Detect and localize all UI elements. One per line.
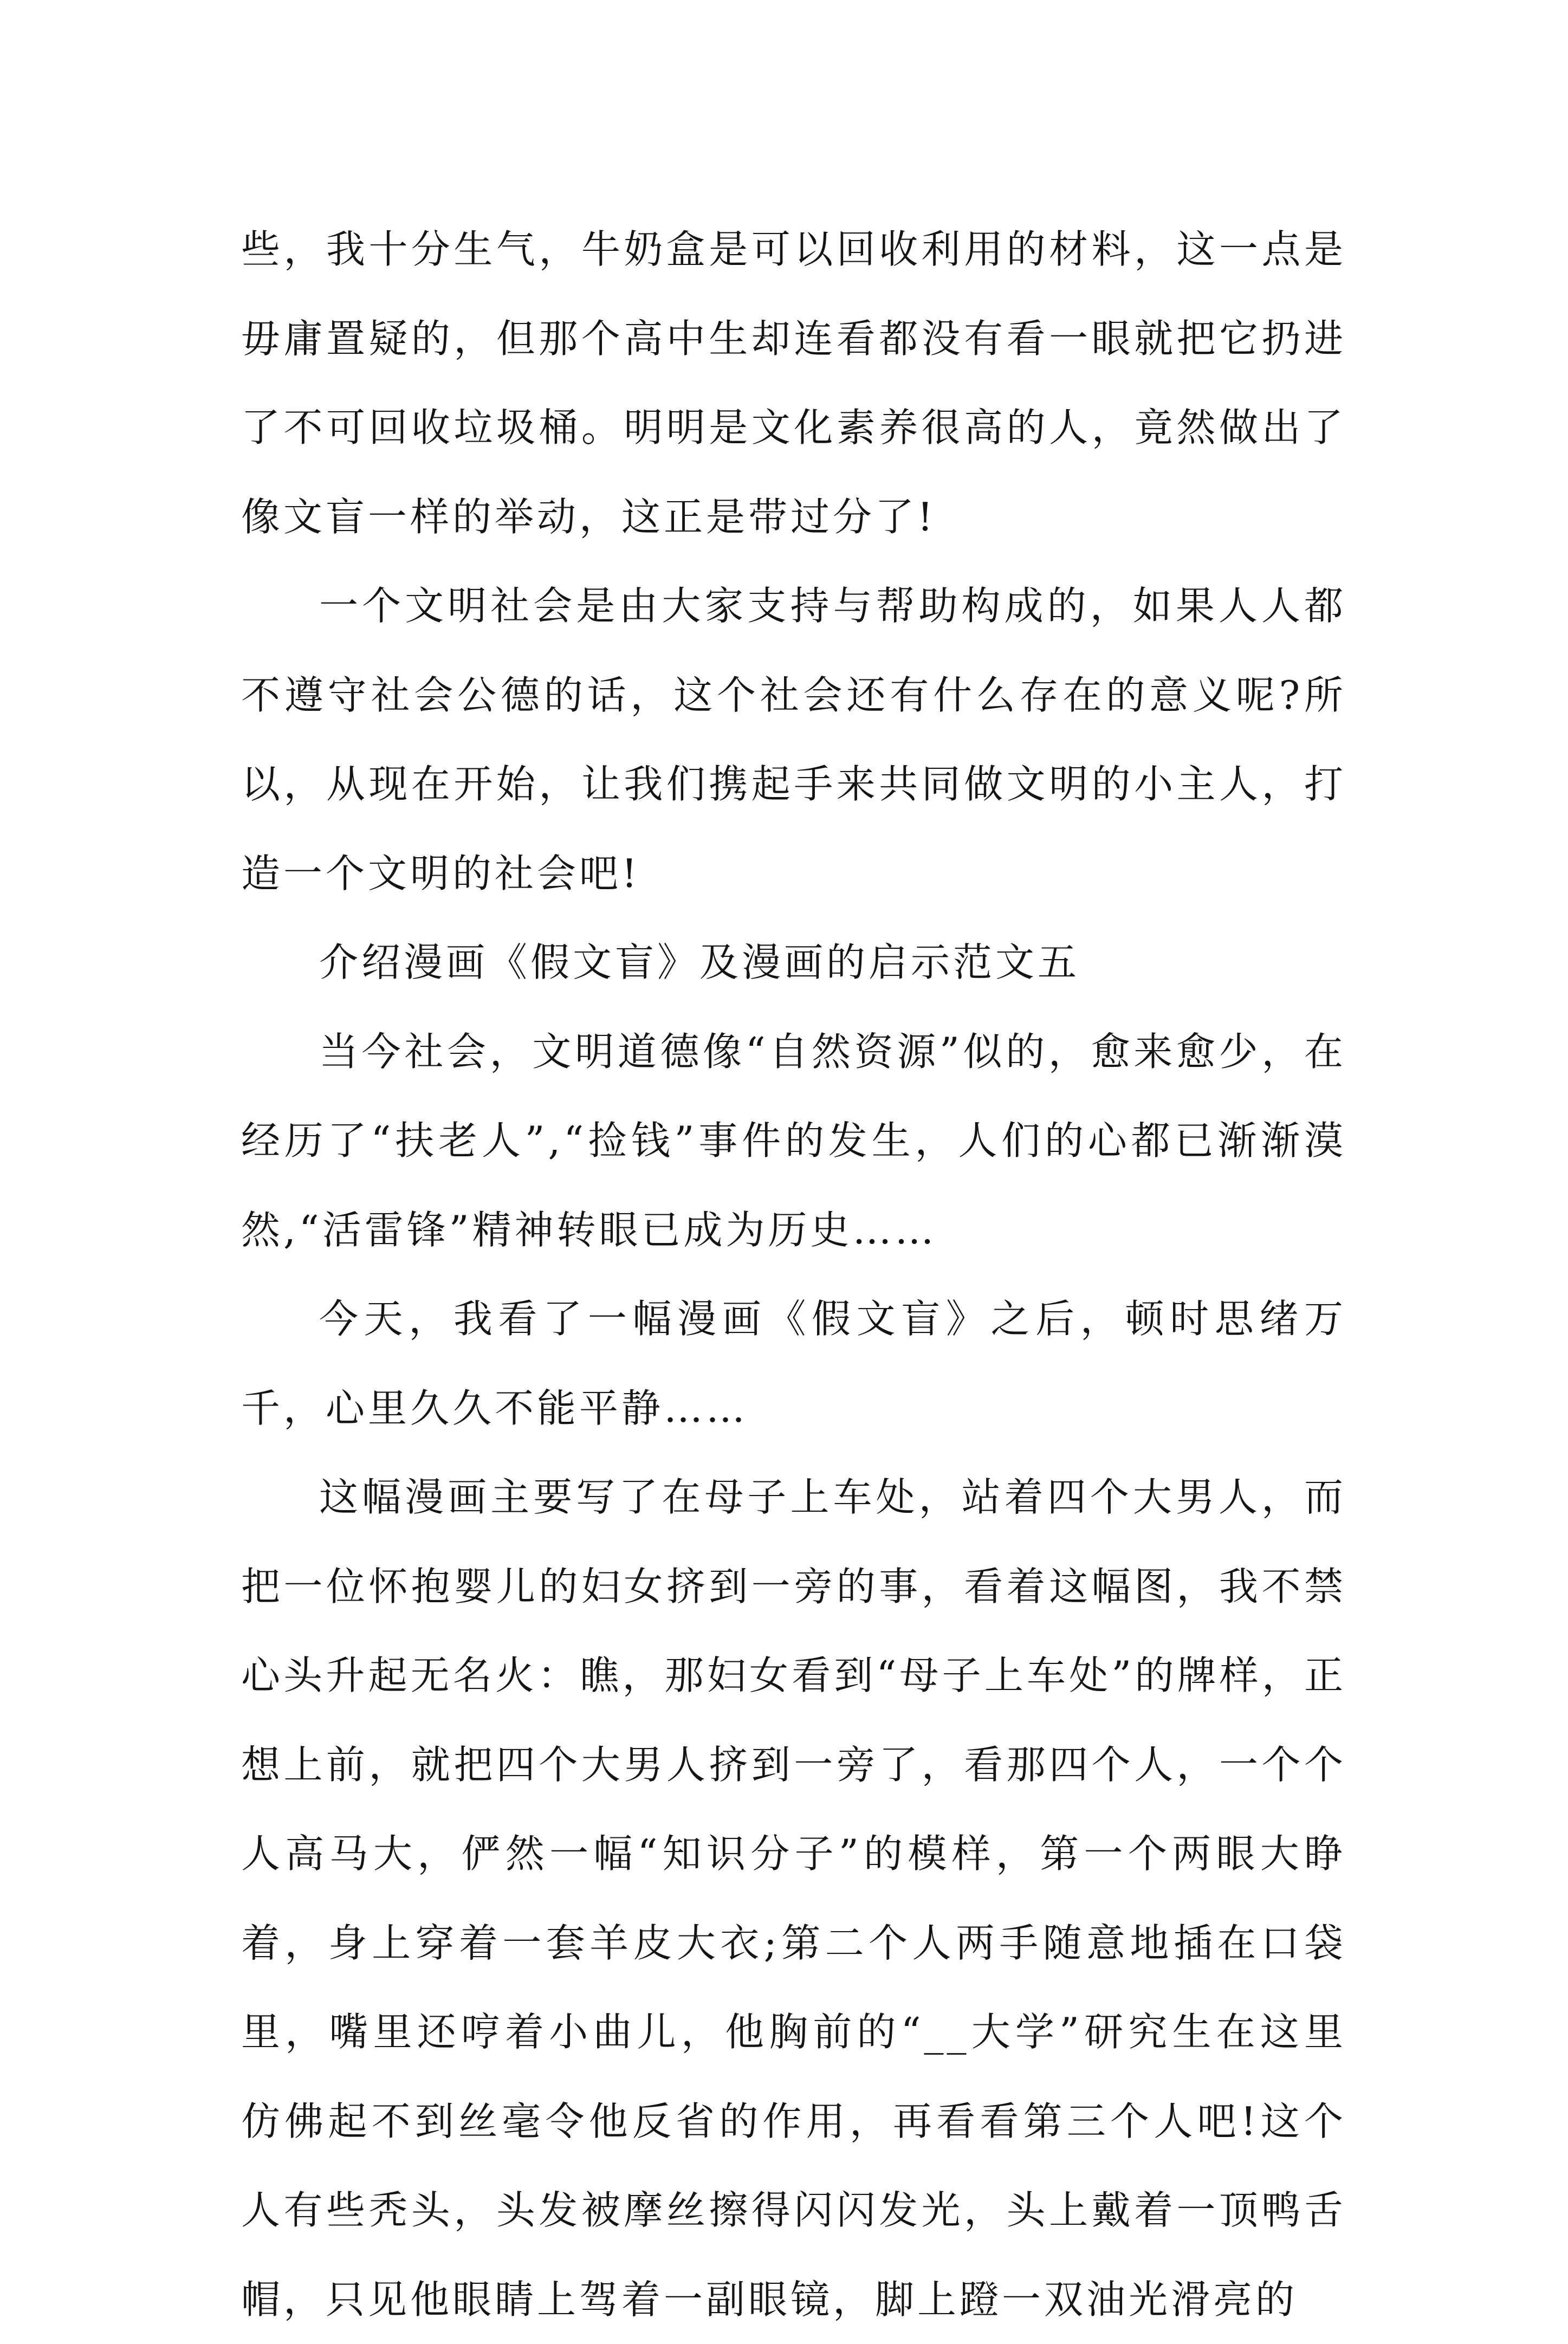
paragraph-comic-description: 这幅漫画主要写了在母子上车处，站着四个大男人，而把一位怀抱婴儿的妇女挤到一旁的事，看着这幅图，我不禁心头升起无名火：瞧，那妇女看到“母子上车处”的牌样，正想上前，就把四个大男人挤到一旁了，看那四个人，一个个人高马大，俨然一幅“知识分子”的模样，第一个两眼大睁着，身上穿着一套羊皮大衣;第二个人两手随意地插在口袋里，嘴里还哼着小曲儿，他胸前的“__大学”研究生在这里仿佛起不到丝毫令他反省的作用，再看看第三个人吧!这个人有些秃头，头发被摩丝擦得闪闪发光，头上戴着一顶鸭舌帽，只见他眼睛上驾着一副眼镜，脚上蹬一双油光滑亮的 [241,1474,1346,2322]
paragraph-saw-comic: 今天，我看了一幅漫画《假文盲》之后，顿时思绪万千，心里久久不能平静…… [241,1296,1346,1431]
paragraph-continuation: 些，我十分生气，牛奶盒是可以回收利用的材料，这一点是毋庸置疑的，但那个高中生却连看都没有看一眼就把它扔进了不可回收垃圾桶。明明是文化素养很高的人，竟然做出了像文盲一样的举动，这正是带过分了! [241,226,1346,540]
document-body [241,205,1346,2344]
paragraph-today-society: 当今社会，文明道德像“自然资源”似的，愈来愈少，在经历了“扶老人”,“捡钱”事件的发生，人们的心都已渐渐漠然,“活雷锋”精神转眼已成为历史…… [241,1028,1346,1253]
section-heading: 介绍漫画《假文盲》及漫画的启示范文五 [319,940,1080,985]
paragraph-civilized-society: 一个文明社会是由大家支持与帮助构成的，如果人人都不遵守社会公德的话，这个社会还有什么存在的意义呢?所以，从现在开始，让我们携起手来共同做文明的小主人，打造一个文明的社会吧! [241,583,1346,896]
